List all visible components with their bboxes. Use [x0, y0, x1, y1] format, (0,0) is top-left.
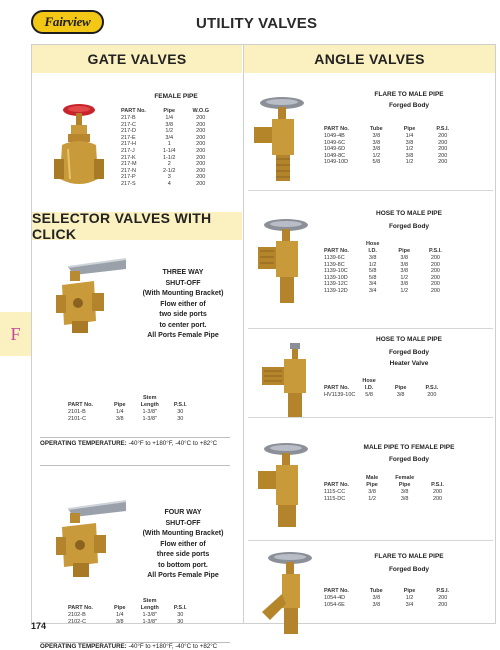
table-cell: 1049-4B [324, 133, 345, 139]
divider [248, 417, 493, 418]
angle-valves-heading: ANGLE VALVES [314, 51, 425, 67]
section-tab-letter: F [10, 323, 21, 344]
column-header: P.S.I. [173, 605, 187, 611]
table-cell: 3/8 [165, 121, 174, 128]
angle-valves-band [244, 45, 495, 73]
table-cell: 217-N [121, 167, 136, 174]
table-cell: 200 [438, 152, 448, 159]
description-line: SHUT-OFF [165, 519, 201, 527]
table-row [321, 275, 445, 282]
brand-name: Fairview [44, 14, 91, 29]
divider [40, 642, 230, 643]
description-line: two side ports [159, 311, 207, 318]
table-row [321, 153, 452, 160]
table-cell: 200 [196, 154, 206, 161]
table-cell: 3/8 [372, 595, 381, 601]
divider [248, 328, 493, 329]
table-cell: 1139-6C [324, 255, 345, 261]
table-cell: 5/8 [368, 274, 377, 281]
table-cell: 217-J [121, 147, 135, 154]
table-cell: 1 [167, 141, 171, 148]
column-header: Hose I.D. [362, 378, 376, 391]
column-header: Pipe [163, 108, 176, 114]
table-cell: 1-3/8" [142, 415, 157, 422]
table-row [321, 496, 447, 503]
page-title: UTILITY VALVES [196, 15, 318, 32]
description-line: (With Mounting Bracket) [142, 530, 224, 537]
column-header: W.O.G [192, 108, 209, 114]
divider [248, 190, 493, 191]
table-cell: 217-P [121, 174, 136, 181]
table-cell: 1/4 [405, 133, 414, 139]
column-header: Tube [369, 588, 383, 594]
table-cell: 3/8 [372, 601, 381, 608]
table-cell: 200 [427, 392, 437, 398]
table-row [321, 268, 445, 275]
table-cell: 200 [438, 159, 448, 166]
column-header: P.S.I. [425, 385, 439, 391]
brand-logo [31, 10, 104, 34]
table-cell: 1049-6D [324, 146, 346, 153]
table-cell: 30 [177, 618, 184, 625]
table-cell: 200 [196, 180, 206, 187]
description-line: FOUR WAY [164, 509, 202, 516]
table-cell: 1/2 [165, 128, 174, 135]
table-cell: 217-D [121, 128, 136, 135]
table-cell: 1049-6C [324, 139, 346, 146]
table-cell: 1/2 [405, 146, 414, 153]
table-row [321, 262, 445, 269]
table-cell: 1-1/4 [162, 147, 176, 154]
table-row [118, 161, 212, 168]
table-row [118, 128, 212, 135]
table-cell: 4 [167, 180, 171, 187]
column-header: Pipe [394, 385, 407, 391]
description-line: to center port. [159, 321, 207, 329]
table-cell: 1/4 [115, 409, 124, 415]
table-cell: 1139-8C [324, 261, 345, 268]
table-cell: 5/8 [368, 268, 377, 275]
table-row [321, 133, 452, 140]
four-way-valve-image [56, 497, 132, 583]
four-way-description [124, 508, 242, 582]
table-cell: 217-K [121, 154, 136, 161]
column-header: P.S.I. [431, 482, 444, 488]
column-header: Male Pipe [365, 475, 379, 488]
table-row [65, 416, 190, 423]
table-cell: 200 [430, 261, 440, 268]
table-cell: 1/2 [405, 595, 414, 601]
hose-angle-valve-image [258, 217, 314, 307]
table-cell: 200 [438, 146, 448, 153]
table-cell: 30 [177, 415, 184, 422]
table-cell: 1-3/8" [142, 618, 157, 625]
table-row [118, 181, 212, 188]
right-column [243, 45, 495, 623]
column-header: Pipe [398, 248, 411, 254]
table-cell: 1/2 [368, 261, 377, 268]
table-cell: 3/4 [368, 287, 377, 294]
table-row [321, 392, 441, 399]
table-cell: 1054-4D [324, 595, 346, 601]
table-row [321, 595, 452, 602]
table-row [321, 140, 452, 147]
table-cell: 2-1/2 [162, 167, 176, 174]
table-cell: 2101-B [68, 409, 86, 415]
table-cell: 217-C [121, 121, 136, 128]
table-cell: 5/8 [365, 392, 373, 398]
table-cell: 200 [196, 174, 206, 181]
table-cell: 3/4 [368, 281, 377, 288]
male-female-table [321, 475, 447, 502]
table-row [65, 619, 190, 626]
table-cell: 217-M [121, 161, 137, 168]
table-cell: 2102-B [68, 612, 86, 618]
table-cell: 1/2 [372, 152, 381, 159]
table-cell: 200 [438, 595, 448, 601]
selector-valves-heading: SELECTOR VALVES WITH CLICK [32, 210, 212, 242]
description-line: to bottom port. [158, 561, 208, 569]
table-cell: 200 [430, 268, 440, 275]
table-cell: 1/2 [400, 287, 409, 294]
table-cell: 200 [196, 128, 206, 135]
table-cell: 30 [177, 612, 184, 618]
table-cell: 200 [430, 255, 440, 261]
flare-45-table [321, 588, 452, 608]
table-cell: 3/8 [400, 255, 409, 261]
column-header: PART No. [121, 108, 146, 114]
table-cell: 200 [430, 281, 440, 288]
heater-title: HOSE TO MALE PIPE [376, 336, 442, 343]
column-header: Pipe [403, 588, 416, 594]
flare-45-valve-image [256, 550, 316, 638]
heater-table [321, 378, 441, 399]
column-header: PART No. [68, 402, 93, 408]
column-header: PART No. [324, 482, 349, 488]
column-header: Pipe [403, 126, 416, 132]
flare-to-male-title: FLARE TO MALE PIPE [374, 91, 444, 98]
table-cell: 3/8 [115, 415, 124, 422]
table-row [65, 612, 190, 619]
flare-angle-valve-image [254, 95, 310, 187]
heater-subtitle-2: Heater Valve [389, 360, 429, 367]
column-header: P.S.I. [436, 588, 450, 594]
table-cell: 200 [430, 274, 440, 281]
column-header: P.S.I. [429, 248, 442, 254]
table-cell: 200 [430, 287, 440, 294]
male-female-valve-image [258, 441, 314, 533]
divider [40, 465, 230, 466]
table-cell: 200 [196, 147, 206, 154]
table-row [118, 148, 212, 155]
table-row [118, 168, 212, 175]
heater-subtitle: Forged Body [388, 349, 430, 356]
column-header: PART No. [324, 126, 349, 132]
column-header: P.S.I. [173, 402, 187, 408]
column-header: PART No. [324, 385, 349, 391]
table-cell: 1139-10C [324, 268, 348, 275]
table-cell: 3/8 [400, 268, 409, 275]
table-row [321, 281, 445, 288]
table-cell: 217-H [121, 141, 136, 148]
male-female-title: MALE PIPE TO FEMALE PIPE [363, 444, 455, 451]
table-cell: 1/2 [400, 274, 409, 281]
three-way-valve-image [56, 255, 132, 339]
gate-product-title: FEMALE PIPE [154, 93, 198, 100]
table-cell: 30 [177, 409, 184, 415]
divider [40, 437, 230, 438]
table-cell: 1139-12C [324, 281, 348, 288]
hose-to-male-subtitle: Forged Body [388, 223, 430, 230]
table-row [321, 602, 452, 609]
column-header: Tube [369, 126, 383, 132]
table-cell: 1115-DC [324, 495, 346, 502]
table-cell: 1/4 [115, 612, 124, 618]
table-cell: 1049-8C [324, 152, 346, 159]
section-tab [0, 312, 31, 356]
column-header: PART No. [324, 588, 349, 594]
column-header: Stem Length [140, 598, 159, 611]
column-header: PART No. [68, 605, 93, 611]
table-cell: 1/2 [368, 495, 376, 502]
flare-to-male-subtitle: Forged Body [388, 102, 430, 109]
table-row [321, 146, 452, 153]
three-way-description [124, 268, 242, 342]
flare-45-subtitle: Forged Body [388, 566, 430, 573]
three-way-table [65, 395, 190, 422]
gate-valve-image [48, 101, 110, 193]
table-cell: 200 [196, 161, 206, 168]
table-row [321, 159, 452, 166]
table-cell: 3 [167, 174, 171, 181]
column-header: Pipe [113, 402, 126, 408]
table-row [118, 174, 212, 181]
table-cell: 200 [196, 167, 206, 174]
table-cell: 217-B [121, 115, 136, 121]
table-cell: 200 [438, 601, 448, 608]
divider [248, 540, 493, 541]
gate-valves-band [32, 45, 242, 73]
table-cell: 2 [167, 161, 171, 168]
table-cell: 1-1/2 [162, 154, 176, 161]
description-line: All Ports Female Pipe [147, 332, 219, 339]
gate-valves-table [118, 108, 212, 188]
column-header: Stem Length [140, 395, 159, 408]
table-cell: 200 [196, 121, 206, 128]
table-cell: 1139-12D [324, 287, 348, 294]
hose-to-male-title: HOSE TO MALE PIPE [376, 210, 442, 217]
selector-valves-band [32, 212, 242, 240]
table-cell: 200 [432, 495, 443, 502]
table-row [321, 489, 447, 496]
table-cell: 3/8 [400, 495, 409, 502]
table-cell: HV1139-10C [324, 392, 356, 398]
table-cell: 3/8 [405, 152, 414, 159]
column-header: Hose I.D. [365, 241, 380, 254]
column-header: PART No. [324, 248, 349, 254]
table-cell: 3/8 [400, 281, 409, 288]
flare-45-title: FLARE TO MALE PIPE [374, 553, 444, 560]
table-row [118, 141, 212, 148]
table-row [118, 155, 212, 162]
table-cell: 3/8 [372, 146, 381, 153]
table-cell: 1139-10D [324, 274, 348, 281]
table-cell: 1054-6E [324, 601, 345, 608]
table-cell: 3/4 [405, 601, 414, 608]
four-way-table [65, 598, 190, 625]
description-line: Flow either of [160, 540, 206, 548]
description-line: THREE WAY [162, 269, 204, 276]
table-row [65, 409, 190, 416]
table-cell: 2102-C [68, 618, 87, 625]
page-header [0, 0, 500, 44]
table-cell: 200 [196, 134, 206, 141]
table-cell: 217-E [121, 134, 136, 141]
table-cell: 200 [196, 141, 206, 148]
four-way-op-temp: OPERATING TEMPERATURE: -40°F to +180°F, -40°C to +82°C [40, 643, 218, 650]
table-row [321, 255, 445, 262]
table-cell: 200 [438, 133, 448, 139]
table-cell: 200 [196, 115, 206, 121]
table-cell: 1115-CC [324, 489, 346, 495]
page-number: 174 [31, 621, 47, 631]
table-cell: 1/2 [405, 159, 414, 166]
table-cell: 3/8 [396, 392, 405, 398]
table-cell: 1/4 [165, 115, 174, 121]
table-cell: 3/8 [368, 255, 377, 261]
description-line: Flow either of [160, 300, 206, 308]
male-female-subtitle: Forged Body [388, 456, 430, 463]
table-cell: 3/8 [372, 133, 381, 139]
table-cell: 3/8 [372, 139, 381, 146]
table-cell: 200 [432, 489, 443, 495]
table-cell: 3/8 [368, 489, 376, 495]
table-cell: 3/8 [115, 618, 124, 625]
table-row [118, 135, 212, 142]
table-cell: 200 [438, 139, 448, 146]
column-header: P.S.I. [436, 126, 450, 132]
table-cell: 217-S [121, 180, 136, 187]
column-header: Female Pipe [395, 475, 415, 488]
description-line: (With Mounting Bracket) [142, 290, 224, 297]
gate-valves-heading: GATE VALVES [87, 51, 187, 67]
description-line: All Ports Female Pipe [147, 572, 219, 579]
table-cell: 1049-10D [324, 159, 349, 166]
table-cell: 3/8 [405, 139, 414, 146]
heater-valve-image [262, 343, 312, 427]
table-cell: 2101-C [68, 415, 87, 422]
column-header: Pipe [113, 605, 126, 611]
table-row [118, 122, 212, 129]
description-line: three side ports [156, 551, 210, 558]
table-cell: 1-3/8" [142, 612, 157, 618]
description-line: SHUT-OFF [165, 279, 201, 287]
table-cell: 3/8 [400, 261, 409, 268]
hose-to-male-table [321, 241, 445, 295]
table-row [118, 115, 212, 122]
table-cell: 5/8 [372, 159, 381, 166]
three-way-op-temp: OPERATING TEMPERATURE: -40°F to +180°F, -40°C to +82°C [40, 440, 218, 447]
table-row [321, 288, 445, 295]
table-cell: 1-3/8" [142, 409, 157, 415]
table-cell: 3/8 [400, 489, 409, 495]
flare-to-male-table [321, 126, 452, 166]
table-cell: 3/4 [165, 134, 174, 141]
